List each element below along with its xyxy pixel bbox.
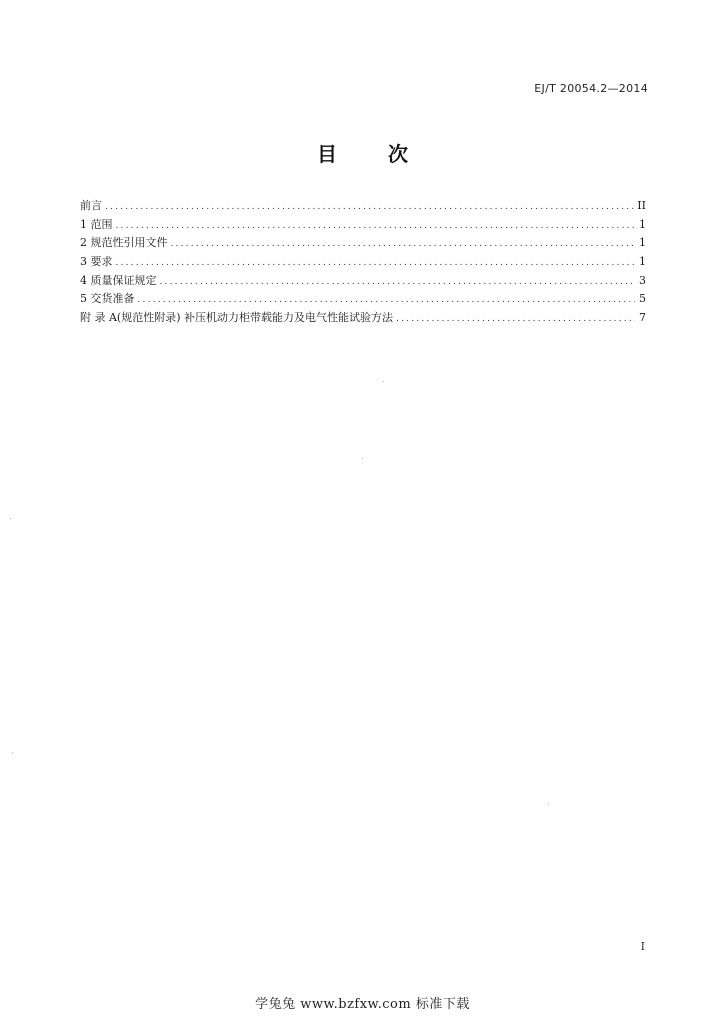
toc-entry-page: 3 <box>639 273 646 287</box>
toc-dot-leader <box>105 198 634 217</box>
toc-entry-label: 1 范围 <box>80 217 113 231</box>
toc-entry-page: 1 <box>639 236 646 250</box>
scan-speck <box>12 752 13 753</box>
toc-dot-leader <box>116 217 636 236</box>
toc-entry-label: 前言 <box>80 199 102 212</box>
toc-entry-label: 3 要求 <box>80 255 113 269</box>
toc-dot-leader <box>138 291 636 310</box>
toc-entry-page: II <box>637 199 646 212</box>
page-number: I <box>640 940 645 953</box>
standard-code: EJ/T 20054.2—2014 <box>534 82 648 95</box>
toc-entry-foreword[interactable] <box>80 197 646 216</box>
toc-entry-label: 附 录 A(规范性附录) 补压机动力柜带载能力及电气性能试验方法 <box>80 311 394 325</box>
toc-entry-page: 1 <box>639 255 646 269</box>
toc-entry-page: 1 <box>639 217 646 231</box>
page-title: 目 次 <box>317 142 430 166</box>
scan-speck <box>362 458 363 459</box>
toc-entry-label: 2 规范性引用文件 <box>80 236 168 250</box>
toc-entry-page: 5 <box>639 292 646 306</box>
toc-dot-leader <box>171 235 636 254</box>
toc-entry-quality-assurance[interactable] <box>80 272 646 291</box>
toc-entry-label: 5 交货准备 <box>80 292 135 306</box>
toc-entry-scope[interactable] <box>80 216 646 235</box>
toc-entry-normative-references[interactable] <box>80 234 646 253</box>
toc-dot-leader <box>396 310 635 329</box>
toc-dot-leader <box>116 254 636 273</box>
toc-entry-requirements[interactable] <box>80 253 646 272</box>
toc-entry-delivery-preparation[interactable] <box>80 290 646 309</box>
toc-entry-page: 7 <box>639 311 646 325</box>
scan-speck <box>548 803 549 804</box>
toc-dot-leader <box>160 273 636 292</box>
scan-speck <box>10 518 11 519</box>
toc-entry-label: 4 质量保证规定 <box>80 273 157 287</box>
download-watermark: 学兔兔 www.bzfxw.com 标准下载 <box>255 997 470 1012</box>
scan-speck <box>383 381 384 382</box>
toc-entry-annex-a[interactable] <box>80 309 646 328</box>
table-of-contents <box>80 197 646 328</box>
